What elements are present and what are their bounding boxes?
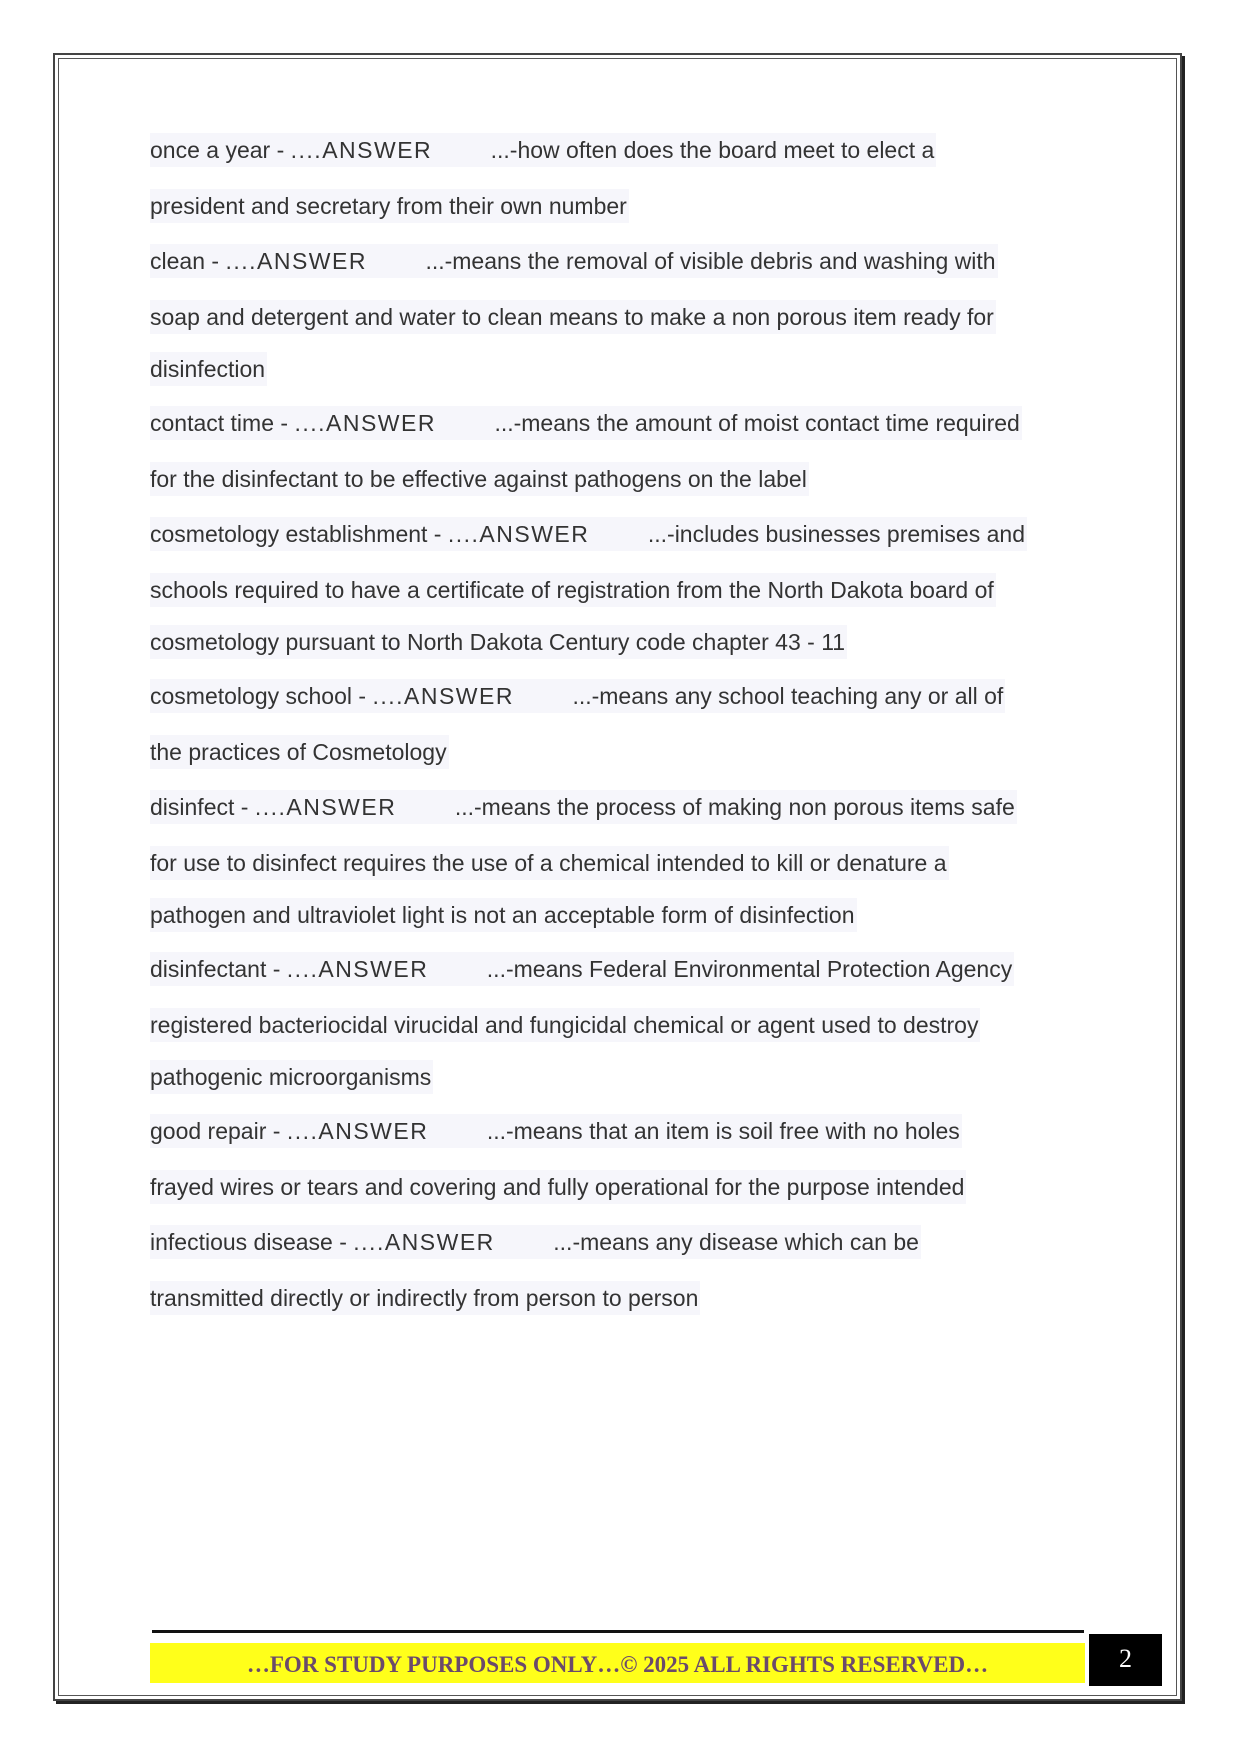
entry-continuation-line: cosmetology pursuant to North Dakota Century code chapter 43 - 11: [150, 625, 847, 659]
entry-term: cosmetology school -: [150, 683, 373, 709]
entry-continuation-line: soap and detergent and water to clean means to make a non porous item ready for: [150, 300, 996, 334]
entry-first-line: [150, 679, 1005, 713]
entry-first-line: [150, 517, 1027, 551]
entry-definition: ...-includes businesses premises and: [647, 521, 1025, 547]
entry-continuation-line: disinfection: [150, 352, 267, 386]
footer-banner: …FOR STUDY PURPOSES ONLY…© 2025 ALL RIGHTS RESERVED…: [150, 1643, 1085, 1683]
entry-first-line: [150, 244, 998, 278]
entry-term: disinfect -: [150, 794, 255, 820]
entry-definition: ...-means Federal Environmental Protection Agency: [486, 956, 1013, 982]
entry-continuation-line: registered bacteriocidal virucidal and fungicidal chemical or agent used to destroy: [150, 1008, 980, 1042]
entry-answer-label: ....ANSWER: [294, 410, 436, 436]
entry-term: cosmetology establishment -: [150, 521, 448, 547]
entry-definition: ...-means the process of making non porous items safe: [454, 794, 1015, 820]
entry-definition: ...-how often does the board meet to elect a: [490, 137, 935, 163]
footer-divider: [152, 1630, 1084, 1633]
entry-answer-label: ....ANSWER: [290, 137, 433, 163]
entry-term: infectious disease -: [150, 1229, 354, 1255]
entry-continuation-line: president and secretary from their own number: [150, 189, 629, 223]
entry-first-line: [150, 790, 1017, 824]
entry-term: disinfectant -: [150, 956, 287, 982]
entry-definition: ...-means any disease which can be: [553, 1229, 919, 1255]
entry-term: once a year -: [150, 137, 291, 163]
entry-first-line: [150, 406, 1022, 440]
entry-answer-label: ....ANSWER: [372, 683, 514, 709]
entry-term: contact time -: [150, 410, 295, 436]
entry-continuation-line: for the disinfectant to be effective against pathogens on the label: [150, 462, 809, 496]
entry-answer-label: ....ANSWER: [447, 521, 590, 547]
entry-first-line: [150, 952, 1014, 986]
entry-term: good repair -: [150, 1118, 287, 1144]
entry-continuation-line: transmitted directly or indirectly from person to person: [150, 1281, 700, 1315]
entry-continuation-line: schools required to have a certificate of registration from the North Dakota board of: [150, 573, 996, 607]
entry-answer-label: ....ANSWER: [286, 1118, 429, 1144]
entry-definition: ...-means that an item is soil free with no holes: [486, 1118, 960, 1144]
entry-term: clean -: [150, 248, 226, 274]
entry-answer-label: ....ANSWER: [254, 794, 397, 820]
entry-first-line: [150, 133, 936, 167]
entry-answer-label: ....ANSWER: [225, 248, 367, 274]
entry-continuation-line: pathogen and ultraviolet light is not an acceptable form of disinfection: [150, 898, 857, 932]
entry-answer-label: ....ANSWER: [286, 956, 429, 982]
entry-continuation-line: for use to disinfect requires the use of a chemical intended to kill or denature a: [150, 846, 949, 880]
page-number: 2: [1089, 1634, 1162, 1686]
entry-definition: ...-means any school teaching any or all of: [572, 683, 1004, 709]
entry-definition: ...-means the amount of moist contact time required: [494, 410, 1020, 436]
entry-continuation-line: pathogenic microorganisms: [150, 1060, 433, 1094]
entry-definition: ...-means the removal of visible debris and washing with: [425, 248, 996, 274]
entry-answer-label: ....ANSWER: [353, 1229, 495, 1255]
entry-first-line: [150, 1225, 921, 1259]
entry-continuation-line: frayed wires or tears and covering and fully operational for the purpose intended: [150, 1170, 966, 1204]
entry-continuation-line: the practices of Cosmetology: [150, 735, 449, 769]
entry-first-line: [150, 1114, 962, 1148]
